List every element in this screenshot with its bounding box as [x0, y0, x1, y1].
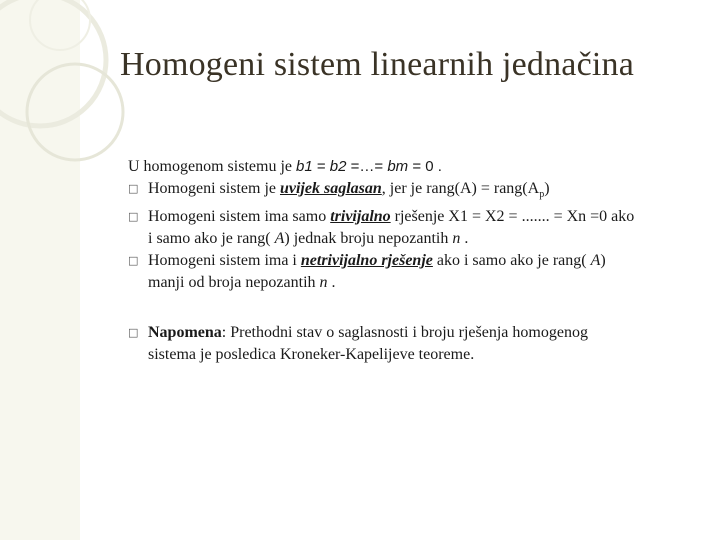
decorative-rings: [0, 0, 160, 170]
eq-sep: =…=: [346, 158, 388, 175]
math-var: A: [274, 230, 285, 248]
list-item: [128, 250, 708, 294]
eq-bm: bm: [387, 158, 409, 175]
eq-sep: =: [312, 158, 330, 175]
intro-text: U homogenom sistemu je: [128, 158, 292, 175]
item-continuation: [148, 228, 708, 250]
list-item: [128, 206, 708, 250]
item-text: rješenje X1 = X2 = ....... = Xn =0 ako: [390, 208, 635, 226]
note-text: : Prethodni stav o saglasnosti i broju rješenja homogenog: [221, 324, 588, 342]
box-bullet-icon: □: [128, 254, 139, 268]
note-item: [128, 322, 708, 366]
note-label: Napomena: [148, 324, 222, 342]
emphasis-text: uvijek saglasan: [279, 180, 382, 197]
item-continuation: [148, 272, 708, 294]
item-text: i samo ako je rang(: [148, 230, 275, 248]
item-text: manji od broja nepozantih: [148, 274, 320, 292]
list-item: [128, 178, 708, 206]
item-text: .: [460, 230, 469, 248]
eq-b2: b2: [329, 158, 347, 175]
box-bullet-icon: □: [128, 210, 139, 224]
item-text: Homogeni sistem ima samo: [148, 208, 331, 226]
intro-line: [128, 156, 708, 178]
item-text: ako i samo ako je rang(: [432, 252, 591, 270]
note-continuation: sistema je posledica Kroneker-Kapelijeve teoreme.: [148, 346, 475, 364]
item-text: , jer je rang(A) = rang(A: [381, 180, 540, 197]
box-bullet-icon: □: [128, 326, 139, 340]
item-text: ): [544, 180, 550, 197]
slide-body: [128, 156, 708, 366]
box-bullet-icon: □: [128, 182, 139, 195]
math-var: n: [452, 230, 461, 248]
item-text: ): [600, 252, 606, 270]
eq-end: = 0 .: [408, 158, 442, 175]
math-var: A: [590, 252, 601, 270]
emphasis-text: netrivijalno rješenje: [300, 252, 433, 270]
item-text: ) jednak broju nepozantih: [284, 230, 453, 248]
item-text: Homogeni sistem ima i: [148, 252, 301, 270]
spacer: [128, 294, 708, 322]
item-text: Homogeni sistem je: [148, 180, 280, 197]
subscript: p: [539, 189, 545, 201]
emphasis-text: trivijalno: [330, 208, 391, 226]
item-text: .: [327, 274, 336, 292]
slide-title: Homogeni sistem linearnih jednačina: [120, 46, 635, 83]
math-var: n: [319, 274, 328, 292]
eq-b1: b1: [295, 158, 313, 175]
